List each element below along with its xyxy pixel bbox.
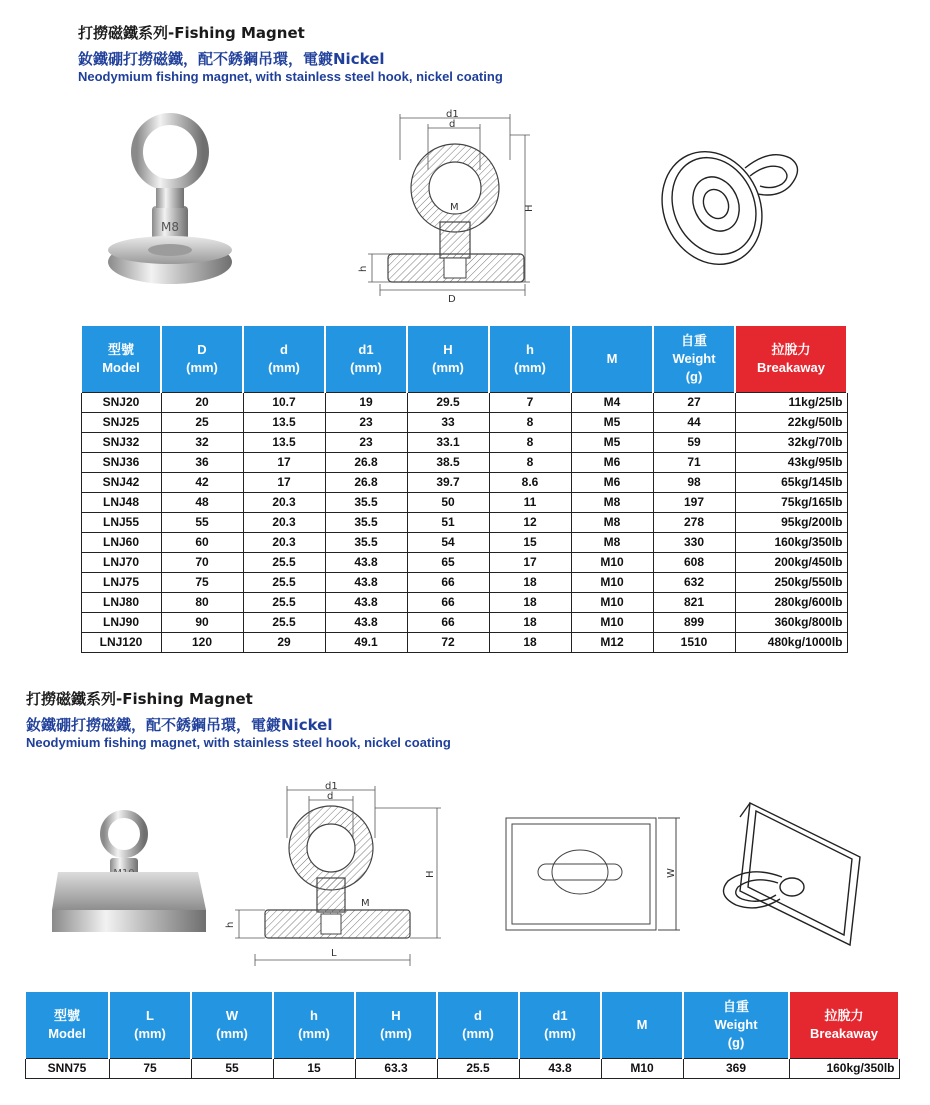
table-cell: 821 [653,592,735,612]
table-cell: 19 [325,392,407,412]
table-cell: 26.8 [325,452,407,472]
table-cell: M10 [571,612,653,632]
table-row [81,432,847,452]
table-cell: 632 [653,572,735,592]
header2-W: W (mm) [191,992,273,1058]
table-cell: 8.6 [489,472,571,492]
table-cell: 75kg/165lb [735,492,847,512]
table-cell: LNJ55 [81,512,161,532]
section2-header-row [25,992,899,1058]
dim2-L: L [331,948,337,959]
table-cell: 17 [243,452,325,472]
section1-spec-table [80,326,848,653]
table-cell: 20.3 [243,512,325,532]
table-row [81,592,847,612]
table-row [81,572,847,592]
table-cell: 75 [109,1058,191,1078]
table-cell: 20.3 [243,492,325,512]
table-cell: M6 [571,472,653,492]
table-cell: M10 [571,572,653,592]
table-row [81,512,847,532]
table-row [81,552,847,572]
rectangular-magnet-isometric-drawing [710,795,870,950]
header-weight: 自重 Weight (g) [653,326,735,392]
table-cell: LNJ90 [81,612,161,632]
table-cell: 35.5 [325,492,407,512]
table-cell: 35.5 [325,512,407,532]
dim2-d: d [327,791,334,802]
table-cell: 7 [489,392,571,412]
dim-d: d [449,119,456,130]
table-cell: 20 [161,392,243,412]
table-cell: LNJ70 [81,552,161,572]
table-cell: M8 [571,532,653,552]
table-cell: 43kg/95lb [735,452,847,472]
table-cell: 55 [191,1058,273,1078]
table-cell: 43.8 [325,592,407,612]
table-cell: 8 [489,412,571,432]
table-cell: 160kg/350lb [735,532,847,552]
table-cell: 51 [407,512,489,532]
table-cell: 25.5 [437,1058,519,1078]
section1-subtitle: 釹鐵硼打撈磁鐵，配不銹鋼吊環，電鍍Nickel [78,50,385,68]
table-cell: 71 [653,452,735,472]
header-M: M [571,326,653,392]
table-cell: SNN75 [25,1058,109,1078]
table-cell: 330 [653,532,735,552]
table-cell: 60 [161,532,243,552]
table-row [81,412,847,432]
table-row [81,452,847,472]
table-cell: 29 [243,632,325,652]
rectangular-magnet-photo [48,810,208,940]
table-cell: 18 [489,632,571,652]
table-cell: 18 [489,592,571,612]
table-row [81,612,847,632]
table-cell: 66 [407,592,489,612]
table-cell: 23 [325,412,407,432]
table-cell: 23 [325,432,407,452]
table-cell: 75 [161,572,243,592]
dim-d1: d1 [446,109,459,120]
table-cell: 17 [489,552,571,572]
table-cell: 15 [489,532,571,552]
table-cell: M8 [571,492,653,512]
header2-L: L (mm) [109,992,191,1058]
dim2-h: h [225,921,236,928]
table-cell: M6 [571,452,653,472]
section1-english: Neodymium fishing magnet, with stainless steel hook, nickel coating [78,69,503,84]
table-row [25,1058,899,1078]
table-cell: 90 [161,612,243,632]
dim2-M: M [361,898,370,909]
table-cell: 25.5 [243,552,325,572]
table-cell: 8 [489,432,571,452]
dim2-W: W [666,868,677,878]
table-row [81,492,847,512]
header-d: d (mm) [243,326,325,392]
table-cell: SNJ42 [81,472,161,492]
dim-h: h [358,265,369,272]
header-H: H (mm) [407,326,489,392]
table-cell: 48 [161,492,243,512]
table-cell: SNJ25 [81,412,161,432]
table-cell: 49.1 [325,632,407,652]
dim-D: D [448,294,456,305]
table-cell: 899 [653,612,735,632]
table-cell: 59 [653,432,735,452]
table-cell: LNJ120 [81,632,161,652]
table-cell: LNJ80 [81,592,161,612]
table-cell: SNJ32 [81,432,161,452]
table-cell: M5 [571,432,653,452]
header2-breakaway: 拉脫力 Breakaway [789,992,899,1058]
table-cell: 360kg/800lb [735,612,847,632]
table-cell: 369 [683,1058,789,1078]
table-cell: 15 [273,1058,355,1078]
table-cell: LNJ75 [81,572,161,592]
table-cell: 480kg/1000lb [735,632,847,652]
table-cell: 32 [161,432,243,452]
rectangular-magnet-section-drawing [225,778,445,968]
table-cell: LNJ48 [81,492,161,512]
table-cell: 65kg/145lb [735,472,847,492]
table-row [81,532,847,552]
table-cell: M10 [601,1058,683,1078]
photo-mark-label: M8 [161,220,179,234]
section2-title: 打撈磁鐵系列-Fishing Magnet [26,690,253,708]
table-cell: 160kg/350lb [789,1058,899,1078]
table-cell: 50 [407,492,489,512]
table-cell: 36 [161,452,243,472]
table-cell: 278 [653,512,735,532]
header-model: 型號 Model [81,326,161,392]
header-breakaway: 拉脫力 Breakaway [735,326,847,392]
table-cell: 72 [407,632,489,652]
table-cell: 33.1 [407,432,489,452]
table-row [81,472,847,492]
section2-english: Neodymium fishing magnet, with stainless steel hook, nickel coating [26,735,451,750]
section1-title: 打撈磁鐵系列-Fishing Magnet [78,24,305,42]
table-cell: 80 [161,592,243,612]
dim2-H: H [425,870,436,878]
table-cell: M5 [571,412,653,432]
table-cell: 25.5 [243,592,325,612]
table-cell: 18 [489,572,571,592]
round-magnet-isometric-drawing [650,128,810,278]
section2-spec-table [24,992,900,1079]
table-cell: 42 [161,472,243,492]
header2-H: H (mm) [355,992,437,1058]
rectangular-magnet-top-view [498,808,688,934]
table-cell: M8 [571,512,653,532]
header2-h: h (mm) [273,992,355,1058]
table-cell: 200kg/450lb [735,552,847,572]
table-cell: 250kg/550lb [735,572,847,592]
table-cell: 43.8 [325,612,407,632]
table-cell: 33 [407,412,489,432]
table-cell: 197 [653,492,735,512]
header2-d: d (mm) [437,992,519,1058]
table-cell: M10 [571,592,653,612]
table-cell: 43.8 [325,572,407,592]
section1-header-row [81,326,847,392]
header-D: D (mm) [161,326,243,392]
table-cell: 70 [161,552,243,572]
table-cell: 25.5 [243,572,325,592]
table-cell: 63.3 [355,1058,437,1078]
table-cell: 66 [407,572,489,592]
header-h: h (mm) [489,326,571,392]
header2-weight: 自重 Weight (g) [683,992,789,1058]
dim-M: M [450,202,459,213]
round-magnet-section-drawing [360,110,550,310]
table-cell: 22kg/50lb [735,412,847,432]
table-cell: 10.7 [243,392,325,412]
table-cell: 95kg/200lb [735,512,847,532]
table-cell: M12 [571,632,653,652]
dim-H: H [524,204,535,212]
table-cell: SNJ36 [81,452,161,472]
header2-M: M [601,992,683,1058]
table-cell: 13.5 [243,432,325,452]
table-cell: 1510 [653,632,735,652]
header-d1: d1 (mm) [325,326,407,392]
table-cell: 38.5 [407,452,489,472]
table-cell: 98 [653,472,735,492]
table-cell: M10 [571,552,653,572]
table-cell: LNJ60 [81,532,161,552]
table-cell: 39.7 [407,472,489,492]
table-cell: 17 [243,472,325,492]
round-magnet-photo [100,110,240,288]
table-cell: 25.5 [243,612,325,632]
table-cell: 65 [407,552,489,572]
dim2-d1: d1 [325,781,338,792]
table-cell: 280kg/600lb [735,592,847,612]
table-cell: 35.5 [325,532,407,552]
table-cell: 54 [407,532,489,552]
table-cell: 20.3 [243,532,325,552]
table-cell: 44 [653,412,735,432]
table-cell: 12 [489,512,571,532]
table-cell: 26.8 [325,472,407,492]
table-cell: 43.8 [325,552,407,572]
table-row [81,392,847,412]
header2-d1: d1 (mm) [519,992,601,1058]
table-cell: 11 [489,492,571,512]
table-cell: 13.5 [243,412,325,432]
table-cell: 27 [653,392,735,412]
table-cell: 29.5 [407,392,489,412]
table-cell: 608 [653,552,735,572]
table-cell: 8 [489,452,571,472]
table-cell: 11kg/25lb [735,392,847,412]
header2-model: 型號 Model [25,992,109,1058]
table-cell: 32kg/70lb [735,432,847,452]
table-cell: SNJ20 [81,392,161,412]
table-cell: 120 [161,632,243,652]
table-cell: M4 [571,392,653,412]
table-row [81,632,847,652]
table-cell: 25 [161,412,243,432]
table-cell: 55 [161,512,243,532]
section2-subtitle: 釹鐵硼打撈磁鐵，配不銹鋼吊環，電鍍Nickel [26,716,333,734]
table-cell: 43.8 [519,1058,601,1078]
table-cell: 18 [489,612,571,632]
table-cell: 66 [407,612,489,632]
